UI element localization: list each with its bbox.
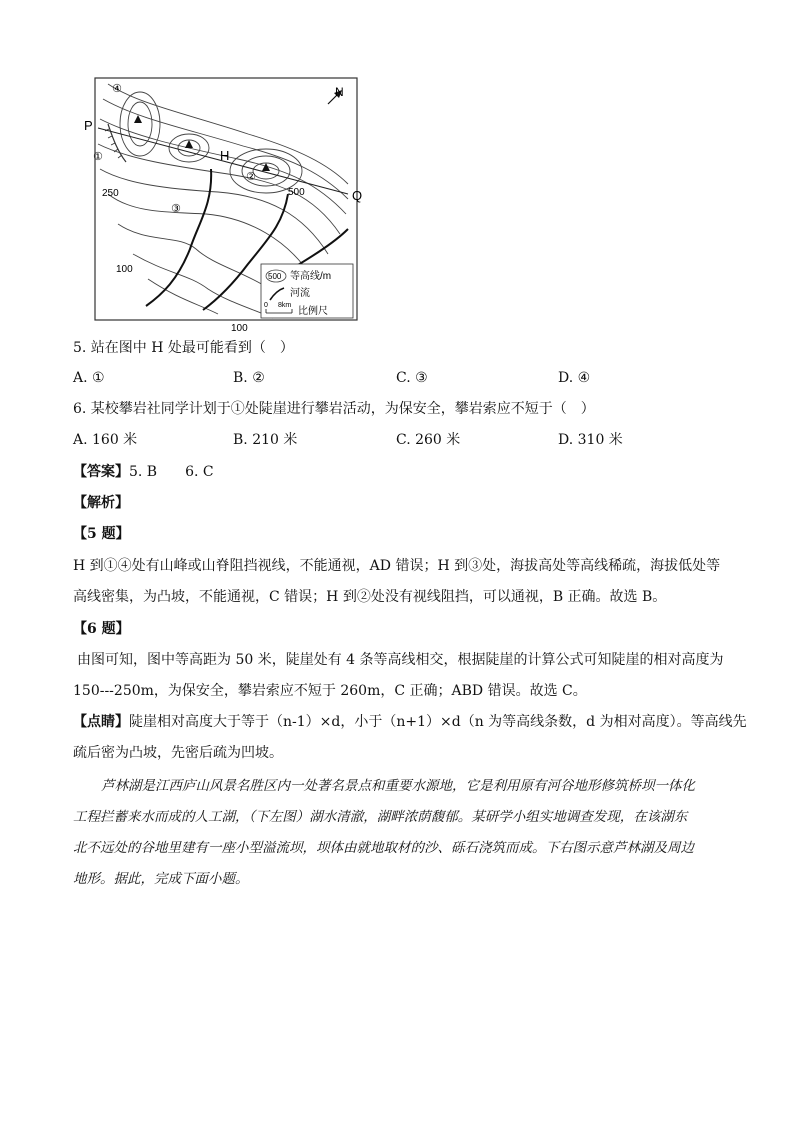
label-circle-3: ③ <box>171 203 181 215</box>
legend-river-text: 河流 <box>290 288 310 299</box>
legend-scale-text: 比例尺 <box>298 306 328 317</box>
label-500: 500 <box>288 187 305 198</box>
analysis-tag: 【解析】 <box>73 495 129 511</box>
q5-stem: 5. 站在图中 H 处最可能看到（ ） <box>73 340 294 356</box>
label-250: 250 <box>102 188 119 199</box>
q5-option-c: C. ③ <box>396 370 428 386</box>
q6-option-a: A. 160 米 <box>73 432 138 448</box>
q5-option-d: D. ④ <box>558 370 591 386</box>
s5-tag: 【5 题】 <box>73 526 130 542</box>
tip-tag: 【点睛】 <box>73 714 129 730</box>
label-circle-4: ④ <box>112 83 122 95</box>
s5-line-1: H 到①④处有山峰或山脊阻挡视线，不能通视，AD 错误；H 到③处，海拔高处等高线稀疏，海拔低处等 <box>73 558 721 574</box>
label-P: P <box>84 118 93 133</box>
s6-line-2: 150---250m，为保安全，攀岩索应不短于 260m，C 正确；ABD 错误。故选 C。 <box>73 683 587 699</box>
q5-option-b: B. ② <box>233 370 265 386</box>
s5-line-2: 高线密集，为凸坡，不能通视，C 错误；H 到②处没有视线阻挡，可以通视，B 正确。故选 B。 <box>73 589 667 605</box>
q6-option-d: D. 310 米 <box>558 432 623 448</box>
passage-line-4: 地形。据此，完成下面小题。 <box>73 871 249 887</box>
s6-tag: 【6 题】 <box>73 621 130 637</box>
label-circle-2: ② <box>246 171 256 183</box>
s6-line-1: 由图可知，图中等高距为 50 米，陡崖处有 4 条等高线相交，根据陡崖的计算公式可知陡崖的相对高度为 <box>77 652 724 668</box>
passage-line-2: 工程拦蓄来水而成的人工湖，（下左图）湖水清澈，湖畔浓荫馥郁。某研学小组实地调查发现，在该湖东 <box>73 809 688 825</box>
label-100-b: 100 <box>231 323 248 334</box>
tip-line-1 <box>73 712 747 732</box>
q6-stem: 6. 某校攀岩社同学计划于①处陡崖进行攀岩活动，为保安全，攀岩索应不短于（ ） <box>73 401 595 417</box>
label-100-a: 100 <box>116 264 133 275</box>
passage-line-3: 北不远处的谷地里建有一座小型溢流坝，坝体由就地取材的沙、砾石浇筑而成。下右图示意芦林湖及周边 <box>73 840 694 856</box>
legend-contour-text: 等高线/m <box>290 271 332 282</box>
label-Q: Q <box>352 188 363 203</box>
map-legend <box>261 264 353 318</box>
legend-scale-zero: 0 <box>264 302 268 309</box>
q6-option-b: B. 210 米 <box>233 432 298 448</box>
legend-contour-value: 500 <box>268 272 282 281</box>
legend-scale-dist: 8km <box>278 302 292 309</box>
answer-tag: 【答案】 <box>73 464 129 480</box>
label-circle-1: ① <box>93 151 103 163</box>
q5-option-a: A. ① <box>73 370 105 386</box>
contour-map <box>78 74 378 334</box>
tip-line-2: 疏后密为凸坡，先密后疏为凹坡。 <box>73 745 283 761</box>
passage-line-1: 芦林湖是江西庐山风景名胜区内一处著名景点和重要水源地，它是利用原有河谷地形修筑桥坝一体化 <box>101 778 695 794</box>
answer-text: 5. B 6. C <box>129 464 214 480</box>
tip-text: 陡崖相对高度大于等于（n-1）×d，小于（n+1）×d（n 为等高线条数，d 为相对高度）。等高线先 <box>129 714 747 730</box>
label-N: N <box>335 85 344 99</box>
label-H: H <box>220 148 230 163</box>
q6-option-c: C. 260 米 <box>396 432 461 448</box>
answer-line <box>73 462 214 482</box>
